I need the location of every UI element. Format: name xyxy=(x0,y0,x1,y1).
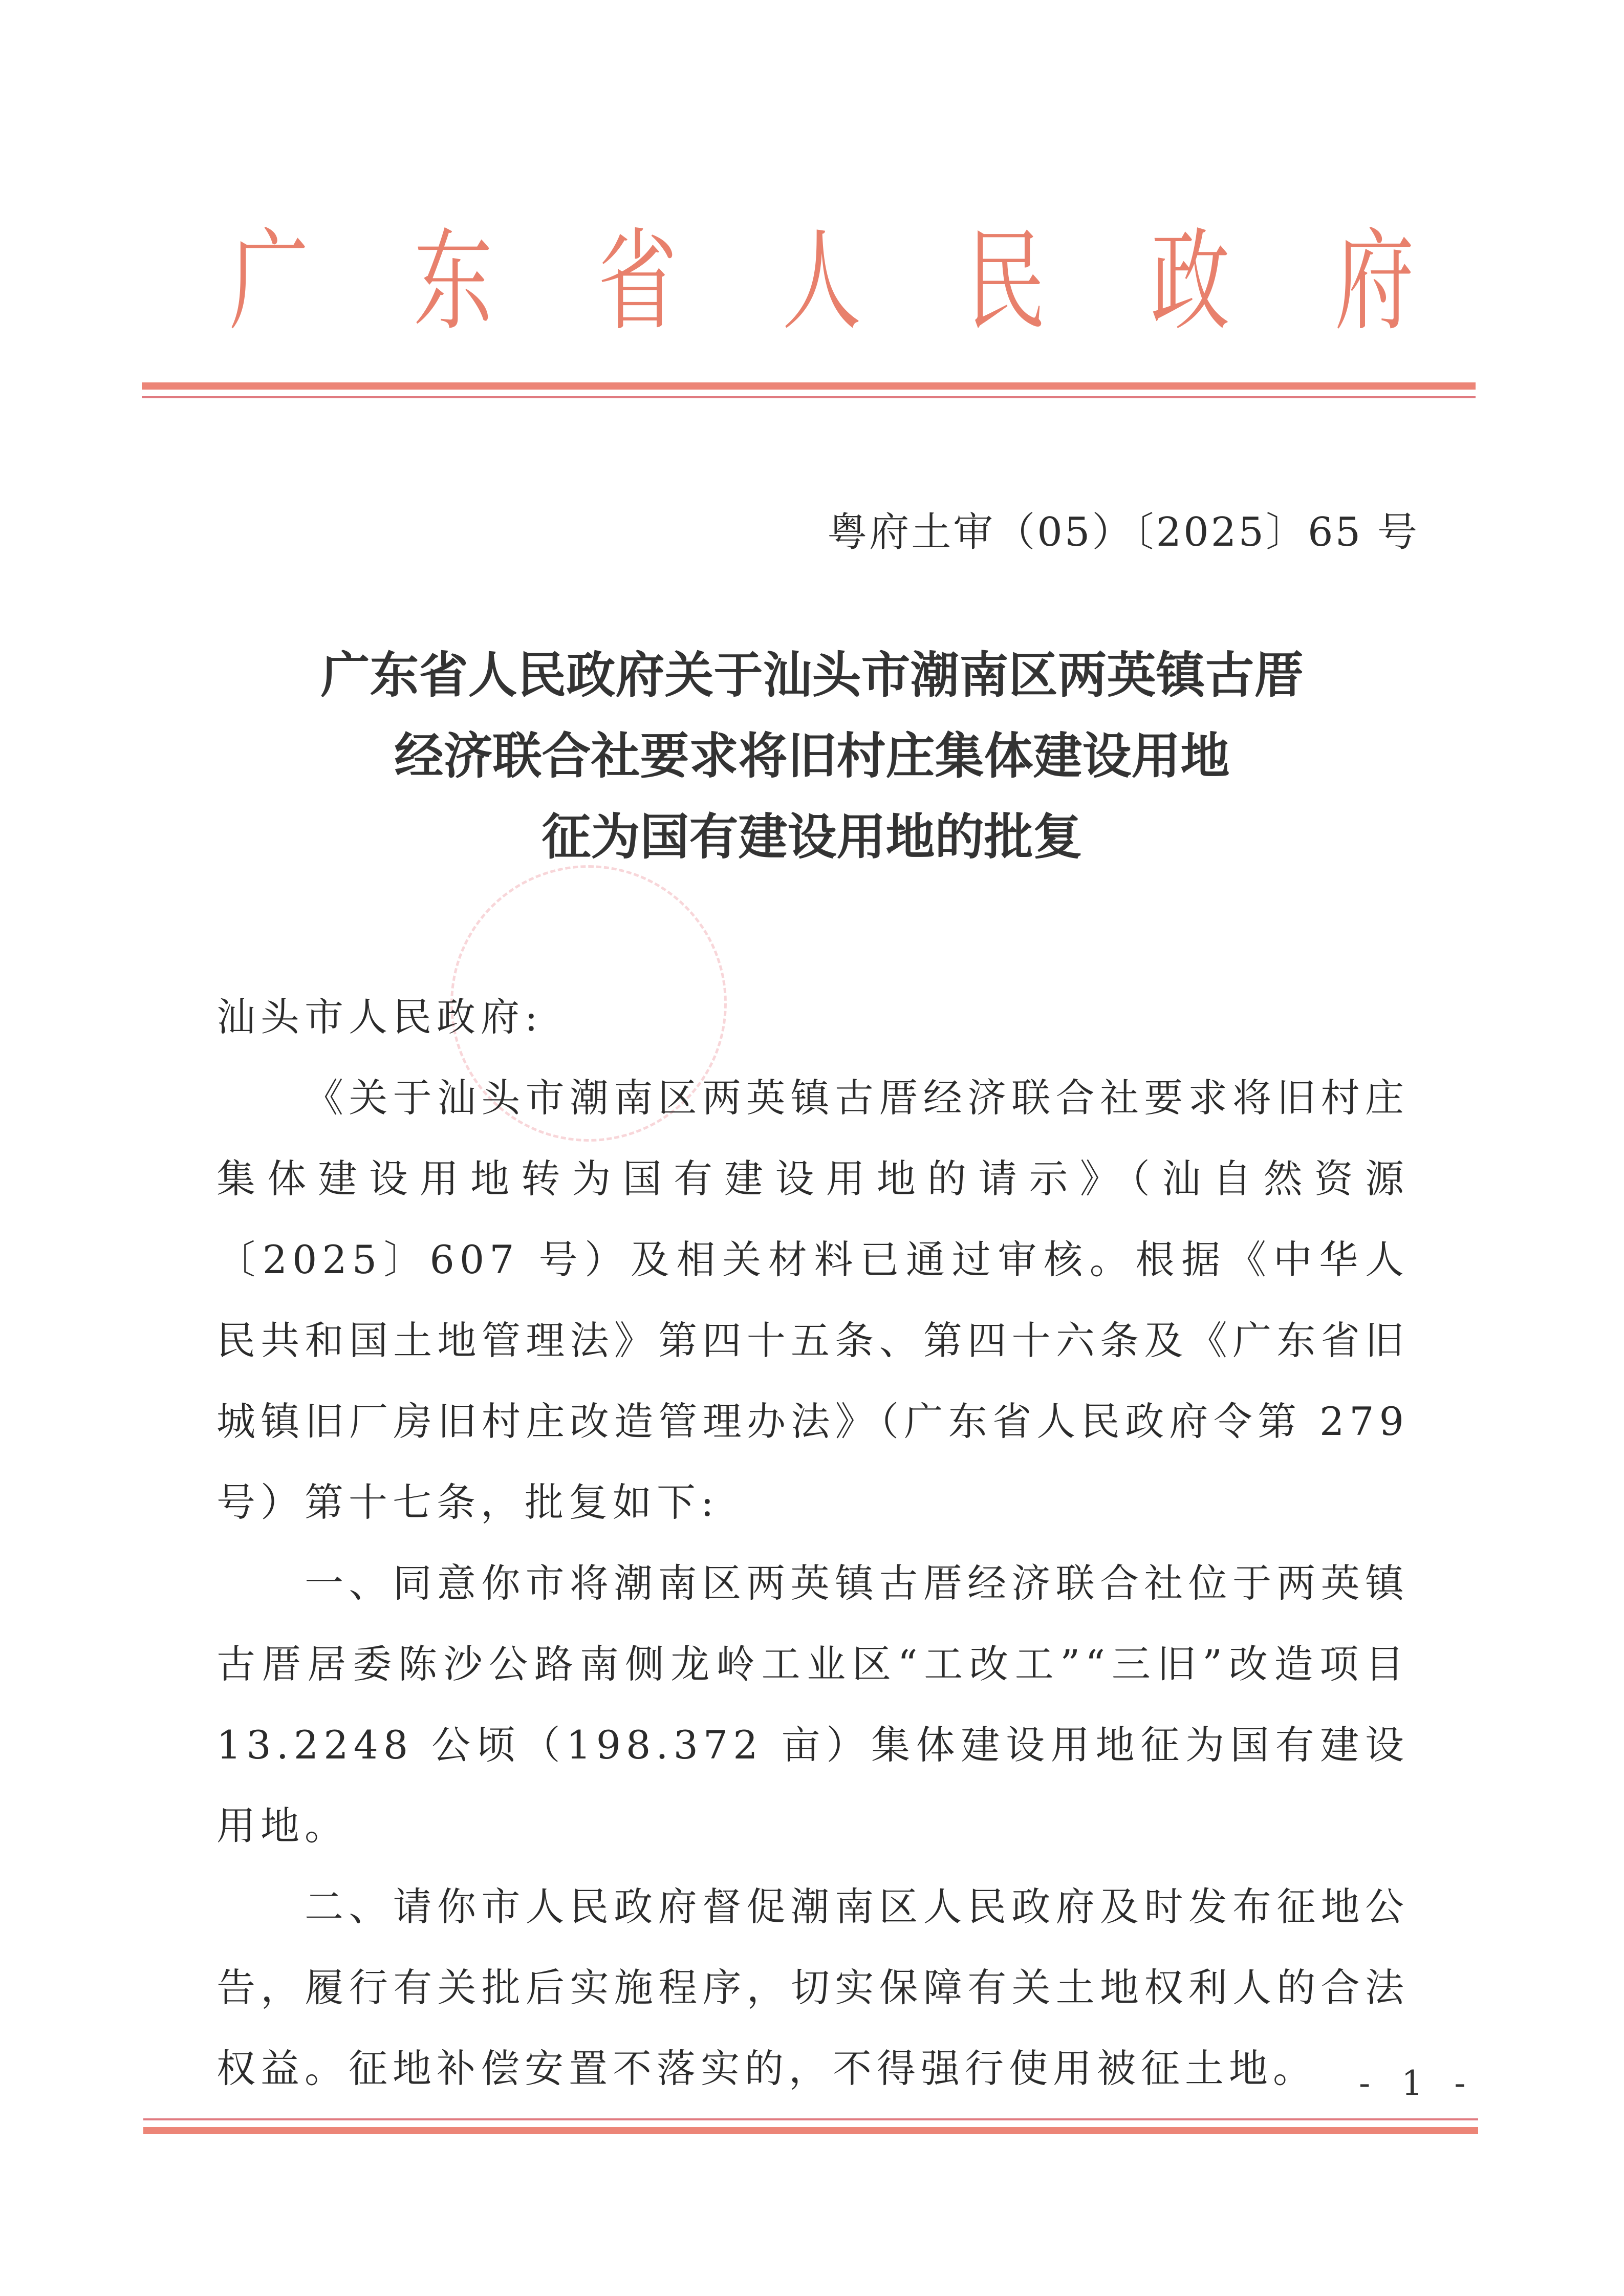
footer-rule-thick xyxy=(143,2127,1478,2134)
masthead-char: 广 xyxy=(229,217,309,346)
document-number: 粤府土审（05）〔2025〕65 号 xyxy=(827,509,1419,555)
masthead-char: 东 xyxy=(414,217,493,346)
body-paragraph: 一、同意你市将潮南区两英镇古厝经济联合社位于两英镇古厝居委陈沙公路南侧龙岭工业区“工改工”“三旧”改造项目 13.2248 公顷（198.372 亩）集体建设用地征为国有建设用地。 xyxy=(216,1560,1409,1849)
masthead-char: 省 xyxy=(598,217,677,346)
masthead-char: 政 xyxy=(1151,217,1230,346)
masthead-char: 民 xyxy=(966,217,1046,346)
page-number: - 1 - xyxy=(1359,2064,1476,2103)
body-paragraph: 《关于汕头市潮南区两英镇古厝经济联合社要求将旧村庄集体建设用地转为国有建设用地的请示》（汕自然资源〔2025〕607 号）及相关材料已通过审核。根据《中华人民共和国土地管理法》第四十五条、第四十六条及《广东省旧城镇旧厂房旧村庄改造管理办法》（广东省人民政府令第 279 号）第十七条，批复如下: xyxy=(216,1075,1409,1525)
masthead xyxy=(215,215,1423,348)
title-line: 征为国有建设用地的批复 xyxy=(542,808,1082,866)
addressee: 汕头市人民政府: xyxy=(216,994,543,1040)
title-line: 广东省人民政府关于汕头市潮南区两英镇古厝 xyxy=(320,647,1304,704)
header-rule-thick xyxy=(142,382,1476,390)
masthead-char: 人 xyxy=(782,217,861,346)
header-rule-thin xyxy=(142,396,1476,398)
masthead-char: 府 xyxy=(1335,217,1414,346)
document-title xyxy=(154,635,1470,877)
footer-rule-thin xyxy=(143,2118,1478,2120)
title-line: 经济联合社要求将旧村庄集体建设用地 xyxy=(394,727,1230,785)
document-body xyxy=(216,977,1409,2109)
body-paragraph: 二、请你市人民政府督促潮南区人民政府及时发布征地公告，履行有关批后实施程序，切实保障有关土地权利人的合法权益。征地补偿安置不落实的，不得强行使用被征土地。 xyxy=(216,1884,1409,2091)
